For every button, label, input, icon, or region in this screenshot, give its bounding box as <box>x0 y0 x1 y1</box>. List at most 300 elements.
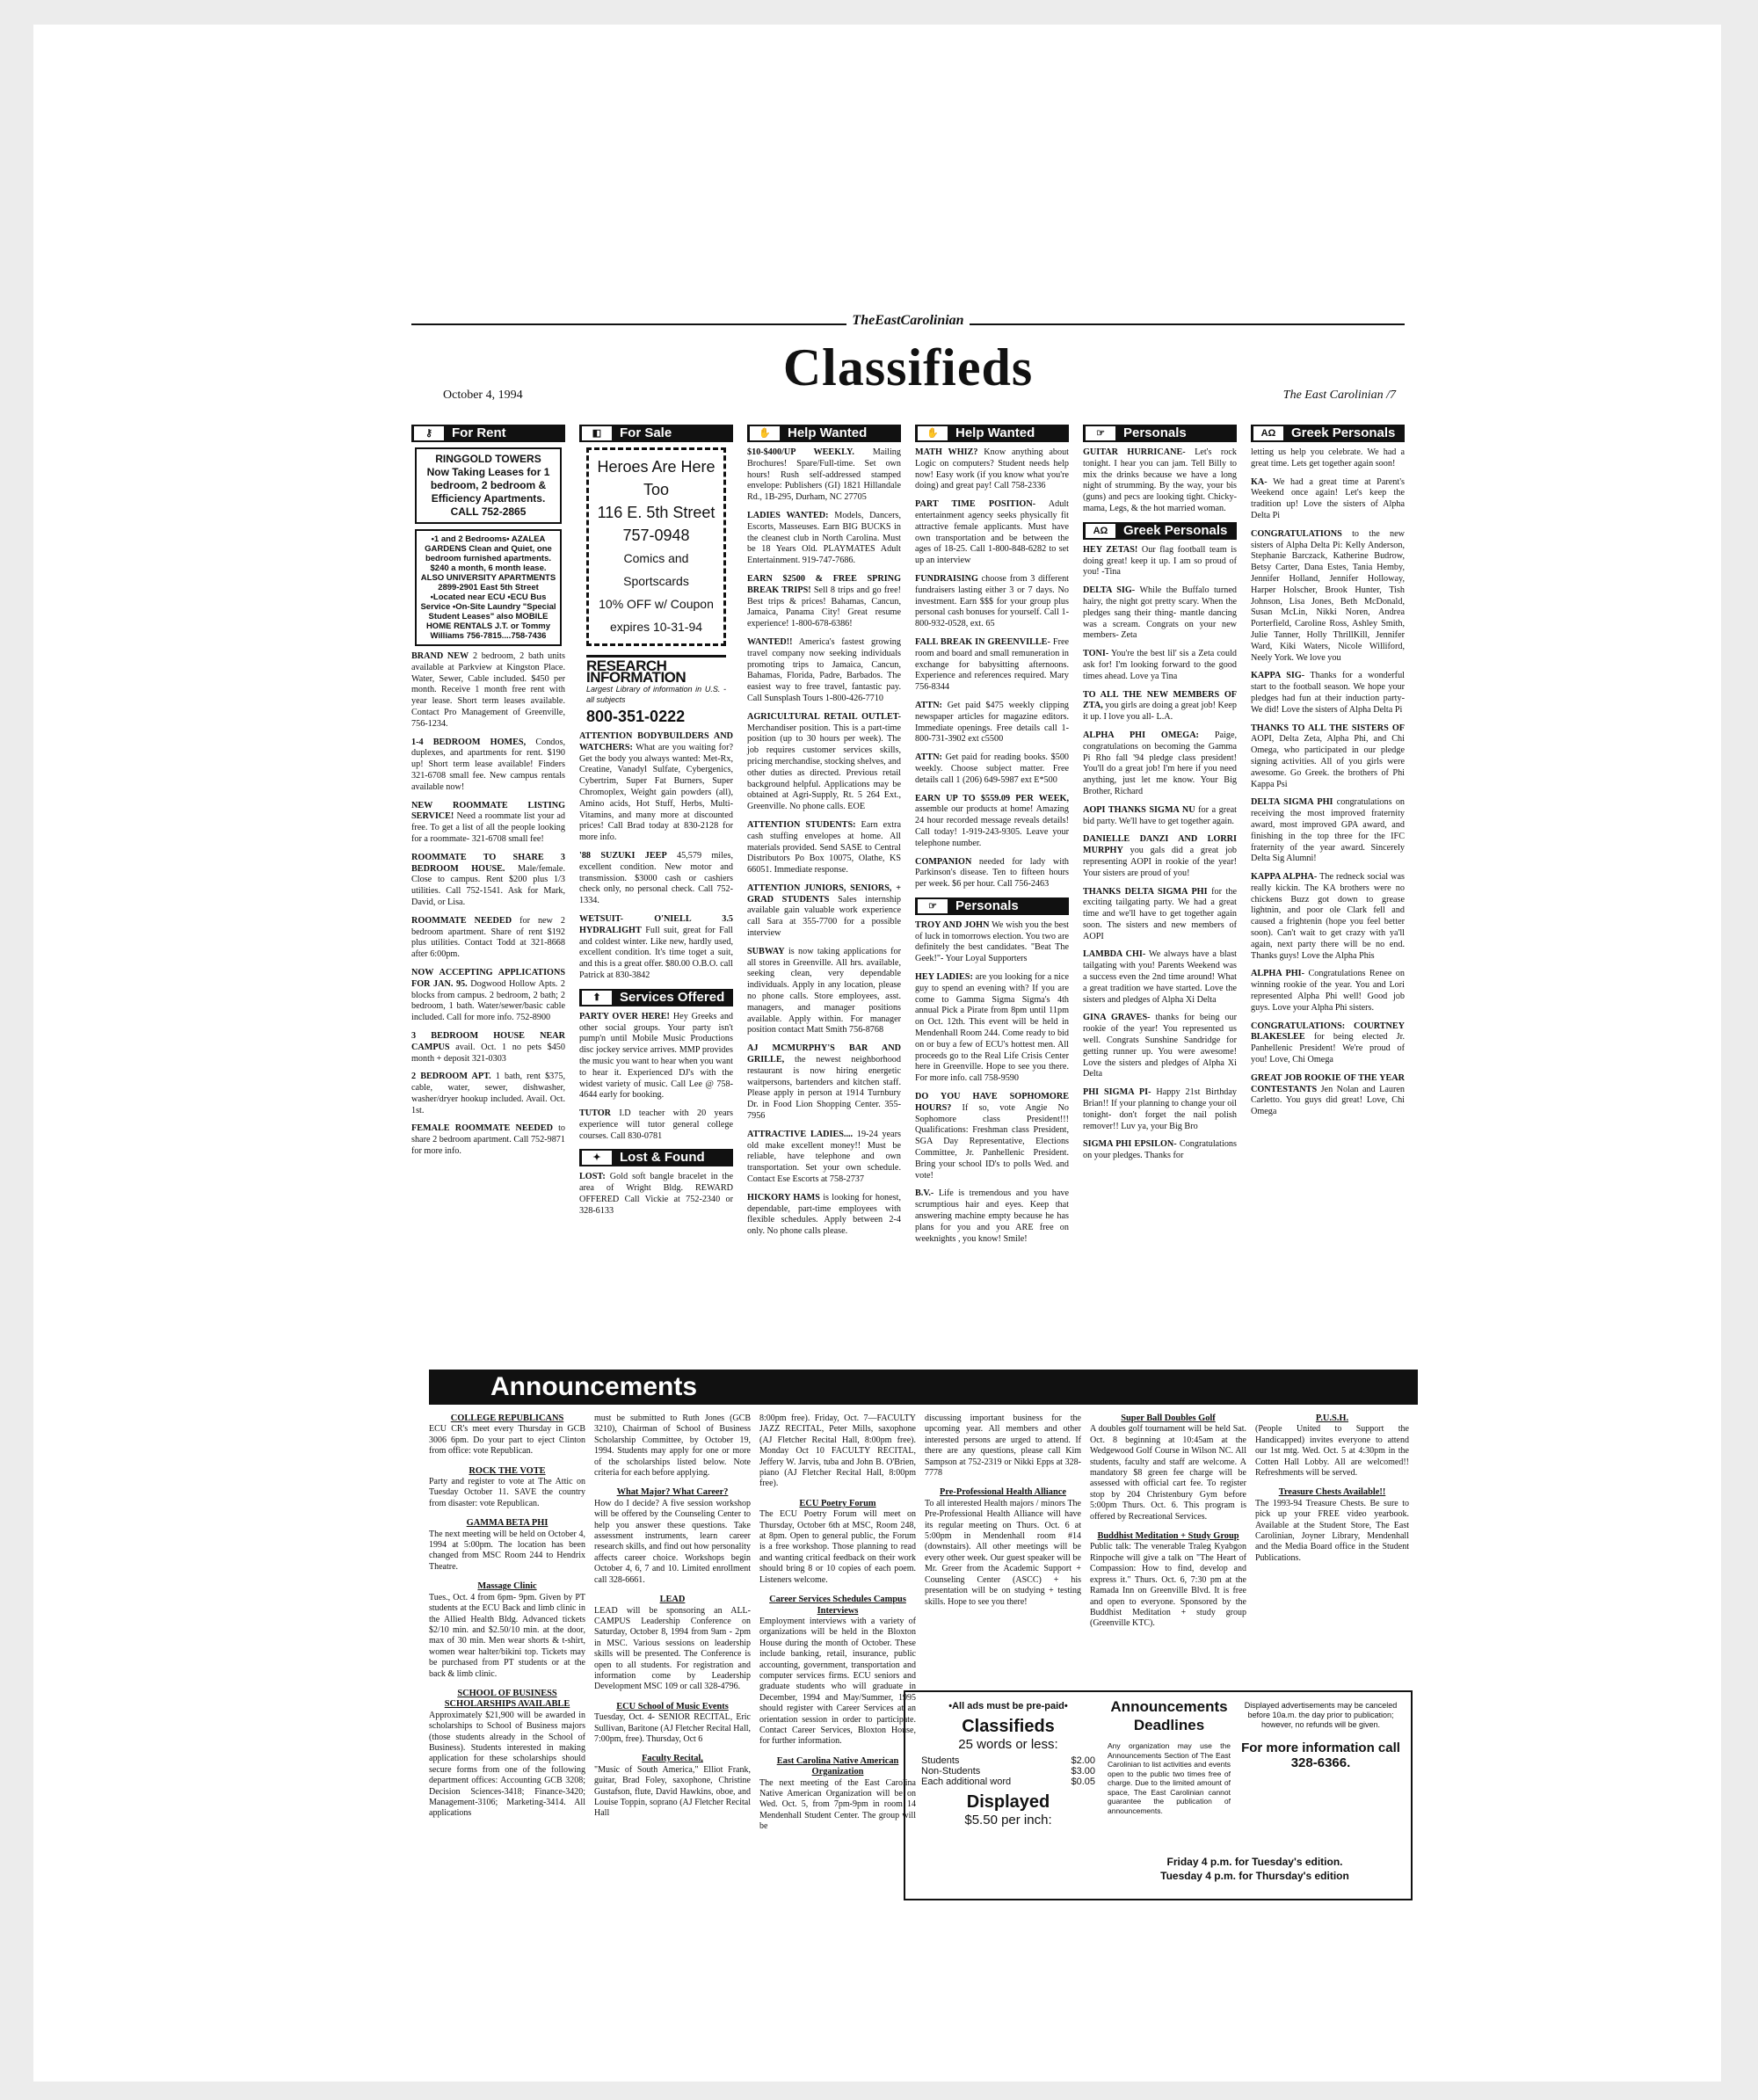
ad-text: is looking for honest, dependable, part-time employees with flexible schedules. Apply between 2-4 only. No phone calls please. <box>747 1192 901 1237</box>
displayed-rate: $5.50 per inch: <box>964 1813 1052 1828</box>
rate-label: Each additional word <box>921 1777 1012 1787</box>
announcement-column <box>1090 1413 1246 1639</box>
classified-ad <box>1083 585 1237 642</box>
classified-column <box>915 425 1069 1252</box>
announcement-item <box>759 1595 916 1748</box>
ad-lead: THANKS TO ALL THE SISTERS OF <box>1251 723 1405 733</box>
ad-text: 1 bath, rent $375, cable, water, sewer, dishwasher, washer/dryer hookup included. Avail. Oct. 1st. <box>411 1072 566 1115</box>
ad-lead: HEY ZETAS! <box>1083 544 1138 555</box>
section-header-label: Help Wanted <box>788 425 868 440</box>
ad-text: Full suit, great for Fall and coldest winter. Like new, hardly used, excellent condition. It's time toget a suit, and this is a great offer. $80.00 O.B.O. call Patrick at 830-3842 <box>579 925 734 980</box>
section-header <box>411 425 565 442</box>
announcement-heading: What Major? What Career? <box>616 1487 729 1498</box>
classified-ad <box>1251 872 1405 962</box>
classified-ad <box>1083 834 1237 879</box>
ad-text: Need a roommate list your ad free. To get a list of all the people looking for a roommate- 321-6708 small fee! <box>411 811 565 844</box>
ad-text: What are you waiting for? Get the body you always wanted: Met-Rx, Creatine, Vanadyl Sulfate, Cybergenics, Cybertrim, Super Fat Burners, Super Chromoplex, Weight gain powders (all), Amino acids, Hot Stuff, Herbs, Multi-Vitamins, and many more at discounted prices! Call Brad today at 830-2128 for more info. <box>579 742 733 843</box>
classified-ad <box>579 914 733 982</box>
ad-lead: 3 BEDROOM HOUSE NEAR CAMPUS <box>411 1030 565 1052</box>
ad-text: you girls are doing a great job! Keep it up. I love you all- L.A. <box>1083 701 1238 723</box>
ad-text: the newest neighborhood restaurant is now hiring energetic waitpersons, bartenders and kitchen staff. Please apply in person at 1914 Turnbury Dr. in Food Lion Shopping Center. 355-7956 <box>747 1055 901 1122</box>
classified-ad <box>1251 529 1405 665</box>
ann-deadlines-title: Announcements Deadlines <box>1110 1698 1228 1733</box>
announcement-heading: P.U.S.H. <box>1315 1413 1349 1423</box>
ad-text: needed for lady with Parkinson's disease. Ten to fifteen hours per week. $6 per hour. Call 756-2463 <box>915 856 1069 890</box>
announcement-heading: GAMMA BETA PHI <box>466 1518 548 1529</box>
section-header-label: For Rent <box>452 425 506 440</box>
cancel-policy: Displayed advertisements may be canceled before 10a.m. the day prior to publication; however, no refunds will be given. <box>1244 1701 1398 1729</box>
classified-ad <box>579 1012 733 1101</box>
announcement-column <box>1255 1413 1409 1573</box>
ad-lead: WANTED!! <box>747 636 793 647</box>
announcement-item <box>759 1413 916 1490</box>
classified-ad <box>579 731 733 844</box>
ad-lead: FALL BREAK IN GREENVILLE- <box>915 636 1050 647</box>
announcement-text: Approximately $21,900 will be awarded in scholarships to School of Business majors (those students already in the School of Business). Students interested in making application for these scholarships should secure forms from one of the following department offices: Accounting GCB 3208; Decision Sciences-3418; Finance-3420; Management-3106; Marketing-3414. All applications <box>429 1710 585 1819</box>
classified-ad <box>747 447 901 504</box>
announcement-text: Tues., Oct. 4 from 6pm- 9pm. Given by PT students at the ECU Back and limb clinic in the Allied Health Bldg. Advanced tickets $2/10 min. and $2.50/10 min. at the door, max of 30 min. Men wear shorts & t-shirt, women wear halter/bikini top. Tickets may be purchased from PT students or at the back & limb clinic. <box>429 1592 585 1679</box>
ad-text: for being elected Jr. Panhellenic President! We're proud of you! Love, Chi Omega <box>1251 1032 1406 1065</box>
deadline-tuesday: Friday 4 p.m. for Tuesday's edition. <box>1166 1856 1343 1868</box>
greek-letters-icon: ΑΩ <box>1253 426 1283 440</box>
classified-ad <box>747 820 901 876</box>
classified-ad <box>1251 723 1405 791</box>
ad-text: Sales internship available gain valuable work experience call Sara at 355-7700 for a possible interview <box>747 894 901 939</box>
ad-text: Earn extra cash stuffing envelopes at home. All materials provided. Send SASE to Central Distributors Po Box 10075, Olathe, KS 66051. Immediate response. <box>747 819 902 876</box>
scanned-sheet <box>33 25 1721 2082</box>
ann-policy-text: Any organization may use the Announcements Section of The East Carolinian to list activities and events open to the public two times free of charge. Due to the limited amount of space, The East Carolinian cannot guarantee the publication of announcements. <box>1108 1741 1231 1815</box>
announcement-heading: Career Services Schedules Campus Interviews <box>769 1595 906 1616</box>
ad-text: congratulations on receiving the most improved fraternity award, most improved GPA award, and finishing in the top three for the IFC fraternity of the year award. Sincerely Delta Sig Alumni! <box>1251 797 1406 864</box>
section-header-label: Personals <box>1123 425 1187 440</box>
coupon-line: 757-0948 <box>622 527 690 544</box>
ad-text: Hey Greeks and other social groups. Your party isn't pump'n until Mobile Music Productions disc jockey service arrives. MMP provides the music you want to hear when you want to hear it. Experienced DJ's with the widest variety of music. Call Lee @ 758-4644 early for booking. <box>579 1011 734 1101</box>
announcement-item <box>594 1754 751 1819</box>
issue-date: October 4, 1994 <box>443 389 523 402</box>
ad-lead: ALPHA PHI OMEGA: <box>1083 730 1199 740</box>
research-phone: 800-351-0222 <box>586 708 686 726</box>
coupon-line: Heroes Are Here Too <box>597 458 716 498</box>
classified-ad <box>411 916 565 961</box>
ad-lead: ATTENTION STUDENTS: <box>747 819 856 830</box>
prepaid-note: •All ads must be pre-paid• <box>948 1701 1068 1711</box>
announcement-heading: LEAD <box>659 1595 686 1605</box>
ad-lead: ROOMMATE NEEDED <box>411 915 512 926</box>
announcement-item <box>594 1487 751 1586</box>
ad-text: While the Buffalo turned hairy, the night got pretty scary. When the pledges sang their thing- mantle dancing was a scream. Congrats on your new members- Zeta <box>1083 585 1237 641</box>
ad-lead: DO YOU HAVE SOPHOMORE HOURS? <box>915 1092 1069 1113</box>
info-phone: 328-6366. <box>1290 1755 1351 1770</box>
classified-ad <box>747 712 901 813</box>
announcement-text: (People United to Support the Handicapped) invites everyone to attend our 1st mtg. Wed. Oct. 5 at 4:30pm in the Cotten Hall Lobby. All are welcomed!! Refreshments will be served. <box>1255 1424 1409 1479</box>
ad-lead: PART TIME POSITION- <box>915 499 1036 510</box>
ad-text: assemble our products at home! Amazing 24 hour recorded message reveals details! Call today! 1-919-243-9305. Leave your telephone number. <box>915 804 1069 848</box>
ad-lead: CONGRATULATIONS: COURTNEY BLAKESLEE <box>1251 1021 1405 1043</box>
announcement-item <box>429 1689 585 1820</box>
ad-lead: NOW ACCEPTING APPLICATIONS FOR JAN. 95. <box>411 967 565 989</box>
classified-ad <box>1251 797 1405 865</box>
dog-icon: ✦ <box>582 1151 612 1165</box>
announcement-item <box>594 1702 751 1746</box>
classified-ad <box>411 1031 565 1065</box>
announcement-text: Public talk: The venerable Traleg Kyabgon Rinpoche will give a talk on "The Heart of Compassion: How to find, develop and express it." Thurs. Oct. 6, 7:30 pm at the Ramada Inn on Greenville Blvd. It is free and open to everyone. Sponsored by the Buddhist Meditation + study group (Greenville KTC). <box>1090 1542 1246 1629</box>
classified-column <box>1083 425 1237 1169</box>
announcement-text: Party and register to vote at The Attic on Tuesday October 11. SAVE the country from disaster: vote Republican. <box>429 1477 585 1508</box>
ad-lead: EARN UP TO $559.09 PER WEEK, <box>915 793 1069 803</box>
announcement-item <box>594 1595 751 1693</box>
ad-lead: AOPI THANKS SIGMA NU <box>1083 804 1195 815</box>
announcement-item <box>1090 1531 1246 1630</box>
ad-text: We wish you the best of luck in tomorrows election. You two are definitely the best candidates. "Beat The Geek!"- Your Loyal Supporters <box>915 919 1069 964</box>
ad-text: The redneck social was really kickin. The KA brothers were no chickens Buzz got down to grease lightnin, and poor ole Clark fell and caused a frightenin (hope you feel better soon). Can't wait to get crazy with ya'll again, next party there will be no end. Thanks guys! Love the Alpha Phis <box>1251 872 1405 961</box>
hand-icon: ✋ <box>750 426 780 440</box>
announcement-item <box>594 1413 751 1479</box>
classified-column <box>411 425 565 1165</box>
announcement-text: discussing important business for the upcoming year. All members and other interested persons are urged to attend. If there are any questions, please call Kim Sampson at 752-2319 or Nikki Epps at 328-7778 <box>925 1413 1081 1479</box>
section-header-label: Help Wanted <box>955 425 1035 440</box>
ad-text: Male/female. Close to campus. Rent $200 plus 1/3 utilities. Call 752-1541. Ask for Mark, David, or Lisa. <box>411 863 566 907</box>
section-header <box>579 989 733 1006</box>
classifieds-rate-title: Classifieds <box>962 1717 1055 1736</box>
ad-text: Thanks for a wonderful start to the football season. We hope your pledges had fun at their induction party- We did! Love the sisters of Alpha Delta Pi <box>1251 671 1405 715</box>
ad-lead: TUTOR <box>579 1108 612 1119</box>
classified-ad <box>1251 671 1405 716</box>
announcement-heading: East Carolina Native American Organization <box>776 1755 899 1777</box>
ad-lead: KAPPA SIG- <box>1251 671 1305 681</box>
classified-ad <box>915 752 1069 786</box>
ad-lead: DELTA SIGMA PHI <box>1251 797 1333 808</box>
classified-ad <box>1083 447 1237 515</box>
announcement-heading: ECU Poetry Forum <box>799 1498 876 1508</box>
announcement-text: LEAD will be sponsoring an ALL-CAMPUS Leadership Conference on Saturday, October 8, 1994 from 9am - 2pm in MSC. Various sessions on leadership skills will be presented. The Conference is open to all students. For registration and information come by Leadership Development MSC 109 or call 328-4796. <box>594 1605 751 1692</box>
ad-text: Condos, duplexes, and apartments for rent. $190 up! Short term lease available! Finders 321-6708 small fee. New campus rentals available now! <box>411 737 566 792</box>
ad-text: You're the best lil' sis a Zeta could ask for! I'm looking forward to the good times ahead. Love ya Tina <box>1083 649 1238 681</box>
research-title: RESEARCH INFORMATION <box>586 658 686 686</box>
section-header <box>1251 425 1405 442</box>
classified-ad <box>579 1172 733 1217</box>
ad-lead: TONI- <box>1083 649 1109 659</box>
announcement-heading: ECU School of Music Events <box>616 1701 729 1711</box>
classified-ad <box>915 447 1069 492</box>
announcement-text: must be submitted to Ruth Jones (GCB 3210), Chairman of School of Business Scholarship Committee, by October 19, 1994. Students may apply for one or more of the scholarships listed below. Note criteria for each before applying. <box>594 1413 751 1479</box>
ad-text: Models, Dancers, Escorts, Masseuses. Earn BIG BUCKS in the cleanest club in North Carolina. Must be 18 Years Old. PLAYMATES Adult Entertainment. 919-747-7686. <box>747 510 901 566</box>
classified-ad <box>1083 649 1237 682</box>
announcement-text: "Music of South America," Elliot Frank, guitar, Brad Foley, saxophone, Christine Gustafson, flute, David Hawkins, oboe, and Louise Toppin, soprano (AJ Fletcher Recital Hall <box>594 1764 751 1819</box>
ad-text: I.D teacher with 20 years experience will tutor general college courses. Call 830-0781 <box>579 1108 733 1141</box>
ad-text: Know anything about Logic on computers? Student needs help now! Easy work (if you know what you're doing) and great pay! Call 758-2336 <box>915 447 1070 491</box>
coupon-line: 116 E. 5th Street <box>597 504 716 521</box>
ad-lead: BRAND NEW <box>411 651 469 661</box>
announcement-column <box>925 1413 1081 1617</box>
announcement-heading: Pre-Professional Health Alliance <box>940 1487 1066 1498</box>
classified-ad <box>915 499 1069 567</box>
words-limit: 25 words or less: <box>958 1737 1058 1752</box>
ad-lead: AJ MCMURPHY'S BAR AND GRILLE, <box>747 1043 901 1065</box>
rate-price: $2.00 <box>1071 1755 1095 1766</box>
announcement-text: The next meeting will be held on October 4, 1994 at 5:00pm. The location has been changed from MSC Room 244 to Hendrix Theatre. <box>429 1529 585 1572</box>
announcement-text: The 1993-94 Treasure Chests. Be sure to pick up your FREE video yearbook. Available at the Student Store, The East Carolinian, Joyner Library, Mendenhall and the Media Board office in the Student Publications. <box>1255 1498 1409 1563</box>
rate-price: $0.05 <box>1071 1777 1095 1787</box>
section-header <box>1083 425 1237 442</box>
section-header-label: Greek Personals <box>1123 522 1228 538</box>
ad-lead: DANIELLE DANZI AND LORRI MURPHY <box>1083 834 1237 856</box>
classified-ad <box>915 1092 1069 1181</box>
classified-ad <box>747 637 901 705</box>
ad-text: 19-24 years old make excellent money!! Must be reliable, have telephone and own transportation. Set your own schedule. Contact Ese Escorts at 758-2737 <box>747 1129 901 1185</box>
announcement-text: How do I decide? A five session workshop will be offered by the Counseling Center to help you answer these questions. Take assessment instruments, learn career research skills, and find out how personality affects career choice. Workshops begin October 4, 6, 7 and 10. Limited enrollment call 328-6661. <box>594 1498 751 1585</box>
ad-lead: ATTN: <box>915 700 942 710</box>
classified-ad <box>411 801 565 846</box>
ad-text: Get paid for reading books. $500 weekly. Choose subject matter. Free details call 1 (206) 649-5987 ext E*500 <box>915 752 1070 785</box>
announcement-column <box>759 1413 916 1842</box>
rate-price: $3.00 <box>1071 1766 1095 1777</box>
ad-lead: NEW ROOMMATE LISTING SERVICE! <box>411 800 565 822</box>
ad-lead: ATTENTION BODYBUILDERS AND WATCHERS: <box>579 730 733 752</box>
newspaper-page <box>411 297 1422 1915</box>
ad-lead: EARN $2500 & FREE SPRING BREAK TRIPS! <box>747 573 901 595</box>
section-header-label: For Sale <box>620 425 672 440</box>
displayed-rate-title: Displayed <box>966 1792 1050 1812</box>
ad-text: Free room and board and small remuneration in exchange for babysitting afternoons. Experience and references required. Mary 756-8344 <box>915 636 1070 693</box>
announcement-text: Employment interviews with a variety of organizations will be held in the Bloxton House during the month of October. These include banking, retail, insurance, public accounting, government, transportation and computer services firms. ECU seniors and graduate students who will graduate in December, 1994 and May/Summer, 1995 should register with Career Services at an orientation session in order to participate. Contact Career Services, Bloxton House, for further information. <box>759 1616 916 1747</box>
announcement-item <box>759 1756 916 1833</box>
key-icon: ⚷ <box>414 426 444 440</box>
ad-text: Congratulations on your pledges. Thanks for <box>1083 1139 1237 1161</box>
classified-ad <box>1083 805 1237 828</box>
announcement-text: To all interested Health majors / minors The Pre-Professional Health Alliance will have its regular meeting on Thurs. Oct. 6 at 5:00pm in Mendenhall room #14 (downstairs). All other meetings will be every other week. Our guest speaker will be Mr. Greer from the Academic Support + Counseling Center (ASCC) + his presentation will be on studying + testing skills. Hope to see you there! <box>925 1498 1081 1607</box>
announcement-text: The next meeting of the East Carolina Native American Organization will be on Wed. Oct. 5, from 7pm-9pm in room 14 Mendenhall Student Center. The group will be <box>759 1777 916 1832</box>
hand-icon: ✋ <box>918 426 948 440</box>
ad-lead: 1-4 BEDROOM HOMES, <box>411 737 527 747</box>
announcement-item <box>925 1487 1081 1607</box>
greek-letters-icon: ΑΩ <box>1086 524 1115 538</box>
ad-lead: '88 SUZUKI JEEP <box>579 850 667 861</box>
classified-ad <box>1083 690 1237 723</box>
classified-ad <box>1083 949 1237 1006</box>
classified-ad <box>915 701 1069 745</box>
announcement-heading: COLLEGE REPUBLICANS <box>450 1413 564 1423</box>
ad-text: to share 2 bedroom apartment. Call 752-9871 for more info. <box>411 1123 566 1157</box>
ad-lead: WETSUIT- O'NIELL 3.5 HYDRALIGHT <box>579 913 733 935</box>
ad-lead: MATH WHIZ? <box>915 447 978 457</box>
classified-ad <box>915 637 1069 694</box>
section-header-label: Greek Personals <box>1291 425 1396 440</box>
ad-text: Happy 21st Birthday Brian!! If your planning to change your oil tonight- don't forget the nail polish remover!! Luv ya, your Big Bro <box>1083 1087 1238 1131</box>
announcement-item <box>759 1499 916 1586</box>
classified-ad <box>747 947 901 1036</box>
ad-text: to the new sisters of Alpha Delta Pi: Kelly Anderson, Stephanie Barczack, Katherine Budrow, Betsy Carter, Dana Estes, Tania Hemby, Jennifer Holland, Jennifer Holloway, Harper Holscher, Brook Hunter, Tish Johnson, Lisa Jones, Beth McDonald, Susan McLin, Nikki Noren, Andrea Porterfield, Caroline Ross, Ashley Smith, Julie Tanner, Holly ThrillKill, Jennifer Ward, Kiki Waters, Nicole Williford, Neely York. We love you <box>1251 528 1406 663</box>
ad-text: avail. Oct. 1 no pets $450 month + deposit 321-0303 <box>411 1042 565 1064</box>
announcement-item <box>429 1518 585 1573</box>
ad-lead: KAPPA ALPHA- <box>1251 872 1318 883</box>
boxed-ad <box>415 447 562 524</box>
classified-ad <box>1251 447 1405 470</box>
ad-lead: SUBWAY <box>747 946 785 956</box>
announcement-text: The ECU Poetry Forum will meet on Thursday, October 6th at MSC, Room 248, at 8pm. Open to general public, the Forum is a free workshop. Those planning to read and wanting critical feedback on their work should bring 8 or 10 copies of each poem. Listeners welcome. <box>759 1509 916 1585</box>
section-header-label: Lost & Found <box>620 1150 705 1166</box>
announcement-heading: Massage Clinic <box>477 1581 537 1592</box>
classified-ad <box>915 972 1069 1085</box>
announcement-heading: ROCK THE VOTE <box>469 1465 546 1476</box>
ad-text: Mailing Brochures! Spare/Full-time. Set own hours! Rush self-addressed stamped envelope: Publishers (GI) 1821 Hillandale Rd., 1B-295, Durham, NC 27705 <box>747 447 901 503</box>
section-header <box>747 425 901 442</box>
ad-text: Get paid $475 weekly clipping newspaper articles for magazine editors. Immediate openings. Free details call 1-800-731-3902 ext c5500 <box>915 700 1070 745</box>
ad-text: for a great bid party. We'll have to get together again. <box>1083 804 1237 826</box>
ad-text: you gals did a great job representing AOPI in rookie of the year! Your sisters are proud of you! <box>1083 846 1238 878</box>
announcement-text: 8:00pm free). Friday, Oct. 7—FACULTY JAZZ RECITAL, Peter Mills, saxophone (AJ Fletcher Recital Hall, 8:00pm free). Monday Oct 10 FACULTY RECITAL, Jeffery W. Jarvis, tuba and John B. O'Brien, piano (AJ Fletcher Recital Hall, 8:00pm free). <box>759 1413 916 1489</box>
ad-text: Paige, congratulations on becoming the Gamma Pi Rho fall '94 pledge class president! You'll do a great job! I'm here if you need anything, just let me know. Your Big Brother, Richard <box>1083 730 1238 796</box>
announcement-item <box>1255 1487 1409 1564</box>
classified-ad <box>1083 1087 1237 1132</box>
section-header <box>915 425 1069 442</box>
section-header <box>1083 522 1237 540</box>
classified-ad <box>411 738 565 794</box>
classified-ad <box>1083 887 1237 943</box>
classified-ad <box>747 1043 901 1123</box>
ad-lead: 2 BEDROOM APT. <box>411 1072 491 1082</box>
classified-column <box>579 425 733 1224</box>
ad-text: Gold soft bangle bracelet in the area of Wright Bldg. REWARD OFFERED Call Vickie at 752-2340 or 328-6133 <box>579 1172 734 1216</box>
edition-deadlines <box>1108 1855 1402 1883</box>
classified-ad <box>1083 1013 1237 1080</box>
announcement-heading: Faculty Recital, <box>642 1754 703 1764</box>
section-header <box>579 425 733 442</box>
classified-ad <box>579 1108 733 1142</box>
ad-text: We always have a blast tailgating with you! Parents Weekend was a success even the 2nd time around! What a great tradition we have started. Love the sisters and pledges of Alpha Xi Delta <box>1083 949 1237 1005</box>
ad-lead: LAMBDA CHI- <box>1083 949 1146 960</box>
classified-ad <box>915 857 1069 890</box>
classified-ad <box>1251 969 1405 1014</box>
rate-row <box>921 1755 1095 1766</box>
ad-lead: FEMALE ROOMMATE NEEDED <box>411 1123 553 1134</box>
info-title: For more information call <box>1241 1740 1400 1755</box>
ad-text: Merchandiser position. This is a part-time position (up to 30 hours per week). The job requires customer services skills, pricing merchandise, stocking shelves, and other duties as directed. Previous retail background helpful. Applications may be obtained at Agri-Supply, Rt. 5 264 Ext., Greenville. No phone calls. EOE <box>747 723 901 812</box>
arrow-up-icon: ⬆ <box>582 991 612 1005</box>
classified-ad <box>411 1123 565 1157</box>
boxed-ad <box>415 529 562 646</box>
section-header <box>915 897 1069 915</box>
ad-lead: $10-$400/UP WEEKLY. <box>747 447 854 457</box>
rate-row <box>921 1766 1095 1777</box>
ad-lead: DELTA SIG- <box>1083 585 1136 596</box>
hand-point-icon: ☞ <box>918 899 948 913</box>
ad-text: thanks for being our rookie of the year! You represented us well. Congrats Sunshine Sandridge for getting runner up. You were awesome! Love the sisters and pledges of Alpha Xi Delta <box>1083 1013 1238 1079</box>
ad-lead: TROY AND JOHN <box>915 919 990 930</box>
ad-lead: HEY LADIES: <box>915 972 973 983</box>
page-info: The East Carolinian /7 <box>1282 389 1396 402</box>
contact-panel <box>1239 1701 1402 1770</box>
announcement-item <box>1090 1413 1246 1522</box>
ad-text: We had a great time at Parent's Weekend once again! Let's keep the tradition up! Love the sisters of Alpha Delta Pi <box>1251 476 1405 520</box>
classified-ad <box>1083 1139 1237 1162</box>
classified-ad <box>1251 477 1405 522</box>
announcement-heading: SCHOOL OF BUSINESS SCHOLARSHIPS AVAILABLE <box>444 1688 570 1710</box>
deadline-thursday: Tuesday 4 p.m. for Thursday's edition <box>1160 1870 1349 1882</box>
classified-ad <box>1251 1021 1405 1066</box>
ad-lead: ROOMMATE TO SHARE 3 BEDROOM HOUSE. <box>411 852 565 874</box>
hand-point-icon: ☞ <box>1086 426 1115 440</box>
coupon-line: expires 10-31-94 <box>609 620 703 634</box>
ad-lead: AGRICULTURAL RETAIL OUTLET- <box>747 711 901 722</box>
section-title: Classifieds <box>782 338 1034 396</box>
ad-text: Our flag football team is doing great! keep it up. I am so proud of you! -Tina <box>1083 544 1237 578</box>
announcement-deadlines-panel <box>1108 1697 1231 1815</box>
classified-ad <box>1251 1073 1405 1118</box>
classified-ad <box>747 574 901 630</box>
announcement-item <box>1255 1413 1409 1479</box>
boxed-ad-text: •1 and 2 Bedrooms• AZALEA GARDENS Clean and Quiet, one bedroom furnished apartments. $240 a month, 6 month lease. ALSO UNIVERSITY APARTMENTS 2899-2901 East 5th Street •Located near ECU •ECU Bus Service •On-Site Laundry "Special Student Leases" also MOBILE HOME RENTALS J.T. or Tommy Williams 756-7815....758-7436 <box>420 534 556 641</box>
classified-ad <box>411 853 565 909</box>
ad-lead: ALPHA PHI- <box>1251 969 1305 979</box>
ad-text: Congratulations Renee on winning rookie of the year. You and Lori represented Alpha Phi well! Good job guys. Love your Alpha Phi sisters. <box>1251 969 1405 1013</box>
ad-lead: LADIES WANTED: <box>747 510 829 520</box>
classified-ad <box>1083 730 1237 798</box>
classified-ad <box>411 1072 565 1116</box>
announcement-item <box>429 1581 585 1680</box>
announcement-item <box>429 1413 585 1457</box>
announcement-heading: Super Ball Doubles Golf <box>1121 1413 1216 1423</box>
classified-ad <box>915 1188 1069 1245</box>
rate-list <box>921 1755 1095 1787</box>
announcement-heading: Buddhist Meditation + Study Group <box>1097 1531 1239 1542</box>
ad-lead: GUITAR HURRICANE- <box>1083 447 1186 457</box>
ad-text: for the exciting tailgating party. We had a great time and we'll have to get together again soon. The sisters and new members of AOPI <box>1083 886 1237 941</box>
boxed-ad-text: RINGGOLD TOWERS Now Taking Leases for 1 bedroom, 2 bedroom & Efficiency Apartments. CALL 752-2865 <box>426 453 550 518</box>
ad-text: AOPI, Delta Zeta, Alpha Phi, and Chi Omega, who participated in our pledge signing activities. All of you girls were awesome. Go Greek. the brothers of Phi Kappa Psi <box>1251 734 1405 789</box>
ad-text: choose from 3 different fundraisers lasting either 3 or 7 days. No investment. Earn $$$ for your group plus personal cash bonuses for yourself. Call 1-800-932-0528, ext. 65 <box>915 573 1070 629</box>
ad-lead: PHI SIGMA PI- <box>1083 1087 1151 1098</box>
classified-ad <box>915 920 1069 965</box>
ad-lead: COMPANION <box>915 856 972 867</box>
ad-text: Sell 8 trips and go free! Best trips & prices! Bahamas, Cancun, Jamaica, Panama City! Great resume experience! 1-800-678-6386! <box>747 585 901 629</box>
ad-lead: PARTY OVER HERE! <box>579 1011 670 1021</box>
ad-text: Adult entertainment agency seeks physically fit attractive female applicants. Must have own transportation and be between the ages of 18-25. Call 1-800-848-6282 to set up an interview <box>915 499 1069 566</box>
ad-lead: ATTRACTIVE LADIES.... <box>747 1129 854 1139</box>
classified-ad <box>747 1130 901 1186</box>
classified-ad <box>915 574 1069 630</box>
section-header-label: Services Offered <box>620 989 725 1005</box>
coupon-line: Comics and Sportscards <box>623 551 689 588</box>
classified-ad <box>411 968 565 1024</box>
research-subtitle: Largest Library of information in U.S. - all subjects <box>586 684 726 705</box>
ad-lead: GREAT JOB ROOKIE OF THE YEAR CONTESTANTS <box>1251 1072 1405 1094</box>
ad-lead: THANKS DELTA SIGMA PHI <box>1083 886 1208 897</box>
ad-lead: TO ALL THE NEW MEMBERS OF ZTA, <box>1083 689 1237 711</box>
classified-ad <box>915 794 1069 850</box>
announcement-item <box>925 1413 1081 1479</box>
announcement-text: Tuesday, Oct. 4- SENIOR RECITAL, Eric Sullivan, Baritone (AJ Fletcher Recital Hall, 7:00pm, free). Thursday, Oct 6 <box>594 1712 752 1744</box>
announcement-column <box>594 1413 751 1828</box>
classified-column <box>1251 425 1405 1125</box>
ad-text: Let's rock tonight. I hear you can jam. Tell Billy to mix the drinks because we have a long night of strumming. By the way, your bis (guns) and pecs are looking tight. Chicky-mama, Legs, & the hot married woman. <box>1083 447 1238 513</box>
deadlines-box <box>904 1690 1413 1900</box>
ad-text: is now taking applications for all stores in Greenville. All hrs. available, seeking clean, very dependable individuals. Apply in any location, please no phone calls. Store employees, asst. managers, and manager positions available. Apply within. For manager position contact Matt Smith 756-8768 <box>747 946 901 1035</box>
section-header <box>579 1149 733 1166</box>
rates-panel <box>916 1701 1101 1828</box>
ad-lead: B.V.- <box>915 1188 934 1199</box>
coupon-ad <box>586 447 726 646</box>
ad-text: 2 bedroom, 2 bath units available at Parkview at Kingston Place. Water, Sewer, Cable included. $450 per month. Receive 1 month free rent with year lease. Short term leases available. Contact Pro Management of Greenville, 756-1234. <box>411 651 565 729</box>
ad-lead: GINA GRAVES- <box>1083 1013 1151 1023</box>
announcement-column <box>429 1413 585 1828</box>
classified-column <box>747 425 901 1245</box>
ad-lead: CONGRATULATIONS <box>1251 528 1342 539</box>
announcement-item <box>429 1466 585 1510</box>
ad-text: Dogwood Hollow Apts. 2 blocks from campus. 2 bedroom, 2 bath; 2 bedroom, 1 bath. Water/sewer/basic cable included. Call for more info. 752-8900 <box>411 978 565 1023</box>
ad-text: for new 2 bedroom apartment. Share of rent $192 plus utilities. Contact Todd at 321-8668 after 6:00pm. <box>411 915 565 960</box>
announcement-text: A doubles golf tournament will be held Sat. Oct. 8 beginning at 10:45am at the Wedgewood Golf Course in Wilson NC. All students, faculty and staff are welcome. A mandatory $8 green fee charge will be assessed with official cart fee. To register stop by 204 Christenbury Gym before 5:00pm Thurs. Oct. 6. This program is offered by Recreational Services. <box>1090 1424 1246 1522</box>
ad-lead: ATTN: <box>915 752 942 763</box>
